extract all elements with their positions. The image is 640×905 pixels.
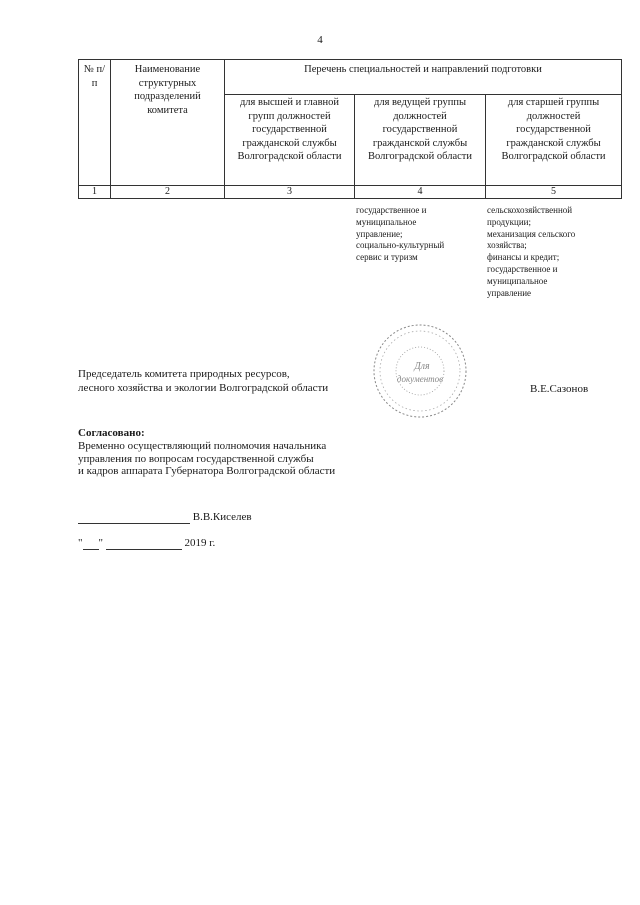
header-number: № п/п [79, 60, 111, 186]
column-number-3: 3 [225, 186, 355, 199]
header-unit-name: Наименование структурных подразделений комитета [111, 60, 225, 186]
approver-signature-line [78, 511, 252, 524]
header-senior-group: для старшей группы должностей государственной гражданской службы Волгоградской области [486, 95, 622, 186]
column-number-5: 5 [486, 186, 622, 199]
header-leading-group: для ведущей группы должностей государственной гражданской службы Волгоградской области [355, 95, 486, 186]
stamp-seal-icon [371, 322, 469, 420]
chairman-position-line1: Председатель комитета природных ресурсов, [78, 368, 290, 380]
date-year: 2019 г. [184, 537, 216, 549]
approval-line3: и кадров аппарата Губернатора Волгоградской области [78, 465, 336, 478]
approval-line1: Временно осуществляющий полномочия начальника [78, 439, 327, 452]
date-line [78, 537, 215, 550]
header-senior-main-group: для высшей и главной групп должностей государственной гражданской службы Волгоградской области [225, 95, 355, 186]
column-number-1: 1 [79, 186, 111, 199]
header-specialties-list: Перечень специальностей и направлений подготовки [225, 60, 622, 95]
approval-title: Согласовано: [78, 427, 145, 439]
approver-name: В.В.Киселев [192, 511, 252, 523]
date-quote-close: " [98, 537, 103, 549]
stamp-text-1: Для [414, 361, 430, 372]
chairman-name: В.Е.Сазонов [530, 383, 589, 395]
date-quote-open: " [78, 537, 83, 549]
stamp-text-2: документов [396, 374, 444, 384]
chairman-position [78, 368, 328, 395]
column-number-2: 2 [111, 186, 225, 199]
column-number-4: 4 [355, 186, 486, 199]
signature-blank [78, 511, 190, 524]
approval-line2: управления по вопросам государственной службы [78, 452, 314, 465]
specialties-table [78, 59, 622, 199]
chairman-position-line2: лесного хозяйства и экологии Волгоградской области [78, 381, 329, 394]
continued-text-col4: государственное и муниципальное управление; социально-культурный сервис и туризм [356, 205, 445, 263]
continued-text-col5: сельскохозяйственной продукции; механизация сельского хозяйства; финансы и кредит; государственное и муниципальное управление [487, 205, 576, 298]
page-number: 4 [317, 34, 323, 46]
day-blank [83, 537, 99, 550]
approval-block [78, 427, 335, 478]
month-blank [106, 537, 182, 550]
